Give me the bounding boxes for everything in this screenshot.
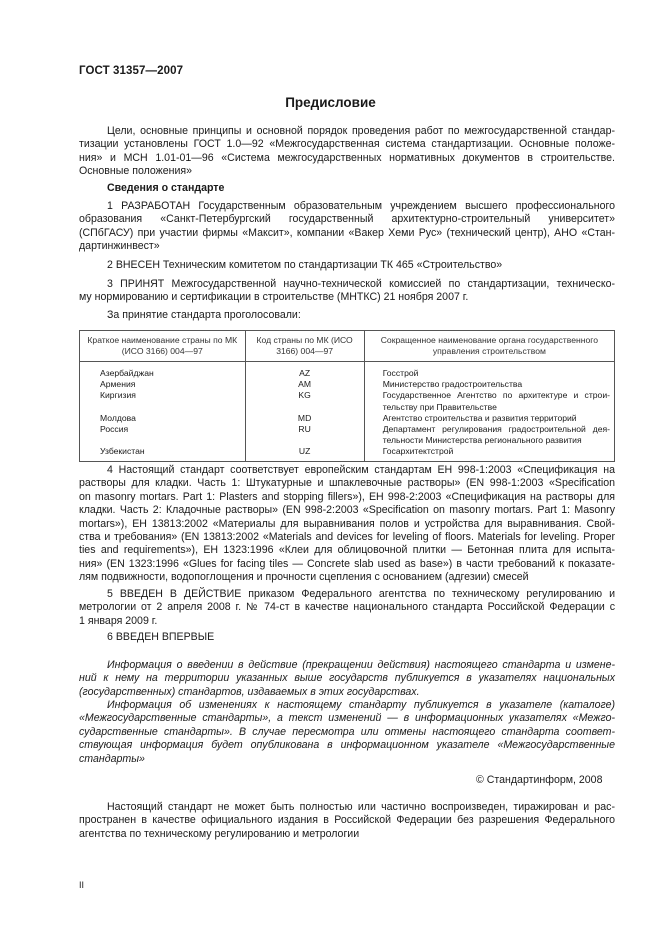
text-line: Информация об изменениях к настоящему стандарту публикуется в указателе (каталоге)	[107, 699, 615, 711]
item-5	[79, 588, 615, 628]
text-line: Информация о введении в действие (прекращении действия) настоящего стандарта и измене-	[107, 659, 615, 671]
text-line: кладки. Часть 2: Кладочные растворы» (EN 998-2:2003 «Specification on masonry mortars. Part 1: Masonry	[79, 504, 615, 517]
org-cell	[364, 424, 614, 446]
intro-paragraph	[79, 125, 615, 179]
table-row	[80, 390, 615, 412]
text-line: «Межгосударственные стандарты», а текст изменений — в информационных указателях «Межго-	[79, 712, 615, 725]
code-cell: RU	[245, 424, 364, 446]
column-header-organization: Сокращенное наименование органа государственного управления строительством	[364, 331, 614, 362]
text-line: on masonry mortars. Part 1: Plasters and stopping fillers»), ЕН 998-2:2003 «Спецификация на растворы для	[79, 490, 615, 503]
column-header-country: Краткое наименование страны по МК (ИСО 3166) 004—97	[80, 331, 246, 362]
text-line: 1 января 2009 г.	[79, 614, 158, 627]
country-cell: Узбекистан	[80, 446, 246, 461]
text-line: ний к нему на территории указанных выше государств публикуется в указателях национальных	[79, 672, 615, 685]
item-3	[79, 278, 615, 305]
section-heading: Сведения о стандарте	[107, 182, 225, 194]
table-row	[80, 446, 615, 461]
text-line: (государственных) стандартов, издаваемых в этих государствах.	[79, 685, 420, 698]
text-line: ния» и МСН 1.01-01—96 «Система межгосударственных нормативных документов в строительстве.	[79, 151, 615, 164]
country-cell: Киргизия	[80, 390, 246, 412]
org-cell: Госархитектстрой	[364, 446, 614, 461]
reproduction-notice	[79, 801, 615, 841]
table-row	[80, 424, 615, 446]
table-row	[80, 379, 615, 390]
text-line: агентства по техническому регулированию и метрологии	[79, 827, 360, 840]
text-line: растворы для кладки. Часть 1: Штукатурные и шпаклевочные растворы» (EN 998-1:2003 «Specification	[79, 477, 615, 490]
page-number: II	[79, 880, 85, 890]
text-line: 4 Настоящий стандарт соответствует европейским стандартам ЕН 998-1:2003 «Спецификация на	[107, 464, 615, 476]
text-line: стандарты»	[79, 752, 145, 765]
text-line: mortars»), ЕН 13813:2002 «Материалы для выравнивания полов и устройства для выравнивания. Свой-	[79, 517, 615, 530]
item-4	[79, 464, 615, 585]
org-cell: Госстрой	[364, 362, 614, 380]
text-line: Цели, основные принципы и основной порядок проведения работ по межгосударственной стандар-	[107, 125, 615, 137]
copyright-line: © Стандартинформ, 2008	[476, 774, 603, 786]
org-line: Государственное Агентство по архитектуре и строи-	[382, 390, 610, 401]
text-line: 3 ПРИНЯТ Межгосударственной научно-технической комиссией по стандартизации, техническо-	[107, 278, 615, 290]
item-2: 2 ВНЕСЕН Техническим комитетом по стандартизации ТК 465 «Строительство»	[107, 259, 503, 271]
page-title: Предисловие	[285, 95, 376, 110]
country-cell: Россия	[80, 424, 246, 446]
text-line: ties and requirements»), ЕН 1323:1996 «Клеи для облицовочной плитки — Бетонная плита для испыта-	[79, 544, 615, 557]
text-line: дартинжинвест»	[79, 240, 160, 253]
text-line: ствующая информация будет опубликована в информационном указателе «Межгосударственные	[79, 739, 615, 752]
code-cell: MD	[245, 413, 364, 424]
code-cell: AM	[245, 379, 364, 390]
vote-intro: За принятие стандарта проголосовали:	[107, 309, 301, 321]
vote-table	[79, 330, 615, 462]
text-line: лям подвижности, водопоглощения и прочности сцепления с основанием (адгезии) смесей	[79, 571, 529, 584]
org-line: тельству при Правительстве	[382, 401, 497, 412]
text-line: 5 ВВЕДЕН В ДЕЙСТВИЕ приказом Федерального агентства по техническому регулированию и	[107, 588, 615, 600]
country-cell: Азербайджан	[80, 362, 246, 380]
text-line: 1 РАЗРАБОТАН Государственным образовательным учреждением высшего профессионального	[107, 200, 615, 212]
org-cell	[364, 390, 614, 412]
org-line: тельности Министерства регионального развития	[382, 435, 582, 446]
column-header-code: Код страны по МК (ИСО 3166) 004—97	[245, 331, 364, 362]
text-line: метрологии от 2 апреля 2008 г. № 74-ст в качестве национального стандарта Российской Федерации с	[79, 601, 615, 614]
standard-header: ГОСТ 31357—2007	[79, 65, 184, 77]
table-row	[80, 413, 615, 424]
item-6: 6 ВВЕДЕН ВПЕРВЫЕ	[107, 631, 215, 643]
country-cell: Молдова	[80, 413, 246, 424]
text-line: тизации установлены ГОСТ 1.0—92 «Межгосударственная система стандартизации. Основные положе-	[79, 138, 615, 151]
code-cell: AZ	[245, 362, 364, 380]
text-line: му нормированию и сертификации в строительстве (МНТКС) 21 ноября 2007 г.	[79, 291, 469, 304]
org-line: Департамент регулирования градостроительной дея-	[382, 424, 610, 435]
text-line: образования «Санкт-Петербургский государственный архитектурно-строительный университет»	[79, 213, 615, 226]
text-line: ства и требования» (EN 13813:2002 «Materials and devices for leveling of floors. Materials for leveling. Proper	[79, 531, 615, 544]
table-header-row	[80, 331, 615, 362]
info-paragraph-2	[79, 699, 615, 766]
code-cell: KG	[245, 390, 364, 412]
org-cell: Министерство градостроительства	[364, 379, 614, 390]
text-line: (СПбГАСУ) при участии фирмы «Максит», компании «Вакер Хеми Рус» (технический центр), АНО «Стан-	[79, 226, 615, 239]
code-cell: UZ	[245, 446, 364, 461]
org-cell: Агентство строительства и развития территорий	[364, 413, 614, 424]
text-line: ния» (EN 1323:1996 «Glues for facing tiles — Concrete slab used as base») в части требований к показате-	[79, 557, 615, 570]
text-line: сударственные стандарты». В случае пересмотра или отмены настоящего стандарта соответ-	[79, 725, 615, 738]
text-line: Основные положения»	[79, 165, 193, 178]
table-row	[80, 362, 615, 380]
item-1	[79, 200, 615, 254]
country-cell: Армения	[80, 379, 246, 390]
text-line: пространен в качестве официального издания в Российской Федерации без разрешения Федерального	[79, 814, 615, 827]
text-line: Настоящий стандарт не может быть полностью или частично воспроизведен, тиражирован и рас-	[107, 801, 615, 813]
info-paragraph-1	[79, 659, 615, 699]
